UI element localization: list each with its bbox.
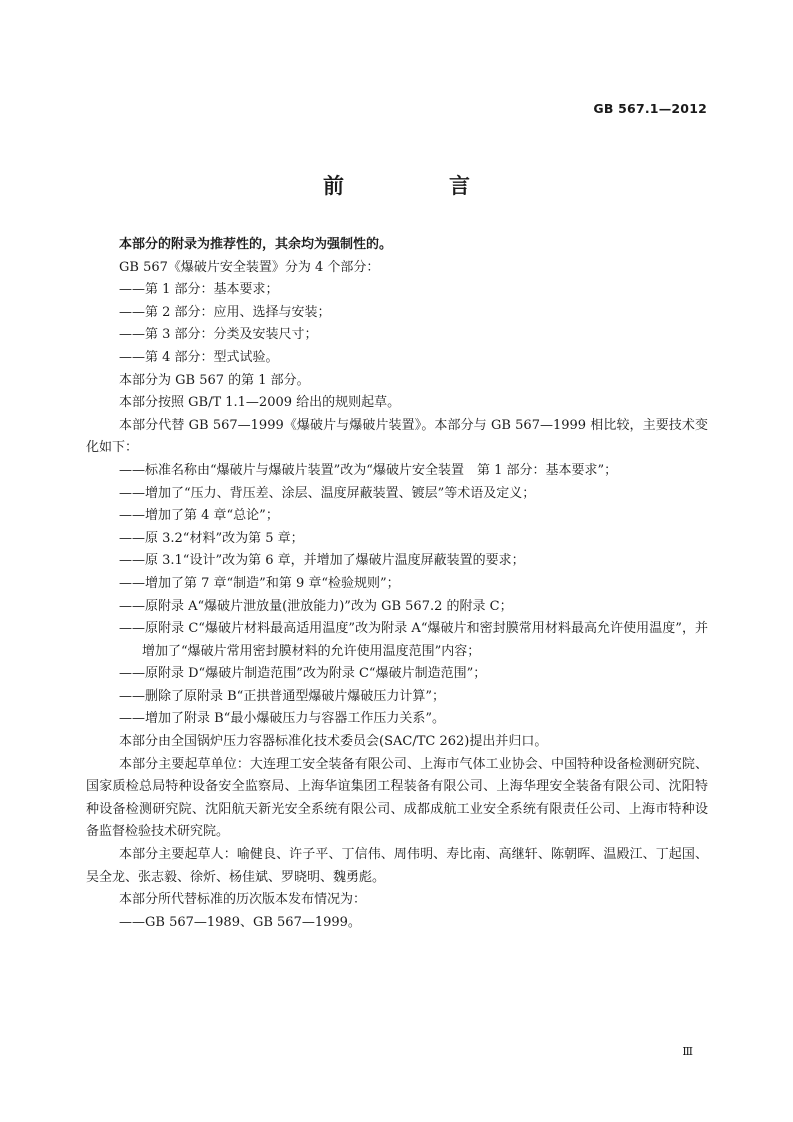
change-item: ——增加了第 7 章“制造”和第 9 章“检验规则”； <box>119 575 400 591</box>
page-number: Ⅲ <box>682 1045 693 1058</box>
paragraph: 本部分由全国锅炉压力容器标准化技术委员会(SAC/TC 262)提出并归口。 <box>119 734 548 750</box>
change-item: ——增加了第 4 章“总论”； <box>119 508 279 524</box>
change-item: ——原 3.1“设计”改为第 6 章，并增加了爆破片温度屏蔽装置的要求； <box>119 553 525 569</box>
change-item: ——原附录 D“爆破片制造范围”改为附录 C“爆破片制造范围”； <box>119 666 487 682</box>
change-item: ——原附录 A“爆破片泄放量(泄放能力)”改为 GB 567.2 的附录 C； <box>119 598 513 614</box>
list-item: ——第 4 部分：型式试验。 <box>119 349 279 365</box>
paragraph: 本部分代替 GB 567—1999《爆破片与爆破片装置》。本部分与 GB 567—1999 相比较，主要技术变化如下： <box>86 417 708 456</box>
change-item: ——增加了附录 B“最小爆破压力与容器工作压力关系”。 <box>119 711 445 727</box>
change-item: ——标准名称由“爆破片与爆破片装置”改为“爆破片安全装置 第 1 部分：基本要求”； <box>119 462 618 478</box>
paragraph: 本部分所代替标准的历次版本发布情况为： <box>119 892 367 908</box>
paragraph: GB 567《爆破片安全装置》分为 4 个部分： <box>119 259 380 275</box>
paragraph: 本部分主要起草人：喻健良、许子平、丁信伟、周伟明、寿比南、高继轩、陈朝晖、温殿江、丁起国、吴全龙、张志毅、徐炘、杨佳斌、罗晓明、魏勇彪。 <box>86 847 708 885</box>
list-item: ——第 1 部分：基本要求； <box>119 282 279 298</box>
list-item: ——第 3 部分：分类及安装尺寸； <box>119 327 318 343</box>
list-item: ——GB 567—1989、GB 567—1999。 <box>119 914 361 930</box>
page-title: 前 言 <box>323 174 512 198</box>
change-item: ——原附录 C“爆破片材料最高适用温度”改为附录 A“爆破片和密封膜常用材料最高允许使用温度”，并增加了“爆破片常用密封膜材料的允许使用温度范围”内容； <box>119 621 708 659</box>
change-item: ——增加了“压力、背压差、涂层、温度屏蔽装置、镀层”等术语及定义； <box>119 485 536 501</box>
paragraph: 本部分为 GB 567 的第 1 部分。 <box>119 372 310 388</box>
paragraph: 本部分按照 GB/T 1.1—2009 给出的规则起草。 <box>119 395 401 411</box>
change-item: ——原 3.2“材料”改为第 5 章； <box>119 530 304 546</box>
change-item: ——删除了原附录 B“正拱普通型爆破片爆破压力计算”； <box>119 688 445 704</box>
standard-code: GB 567.1—2012 <box>593 101 707 116</box>
appendix-note: 本部分的附录为推荐性的，其余均为强制性的。 <box>119 237 393 252</box>
paragraph: 本部分主要起草单位：大连理工安全装备有限公司、上海市气体工业协会、中国特种设备检测研究院、国家质检总局特种设备安全监察局、上海华谊集团工程装备有限公司、上海华理安全装备有限公司、沈阳特种设备检测研究院、沈阳航天新光安全系统有限公司、成都成航工业安全系统有限责任公司、上海市特种设备监督检验技术研究院。 <box>86 756 708 840</box>
list-item: ——第 2 部分：应用、选择与安装； <box>119 304 331 320</box>
foreword-body <box>86 234 708 934</box>
